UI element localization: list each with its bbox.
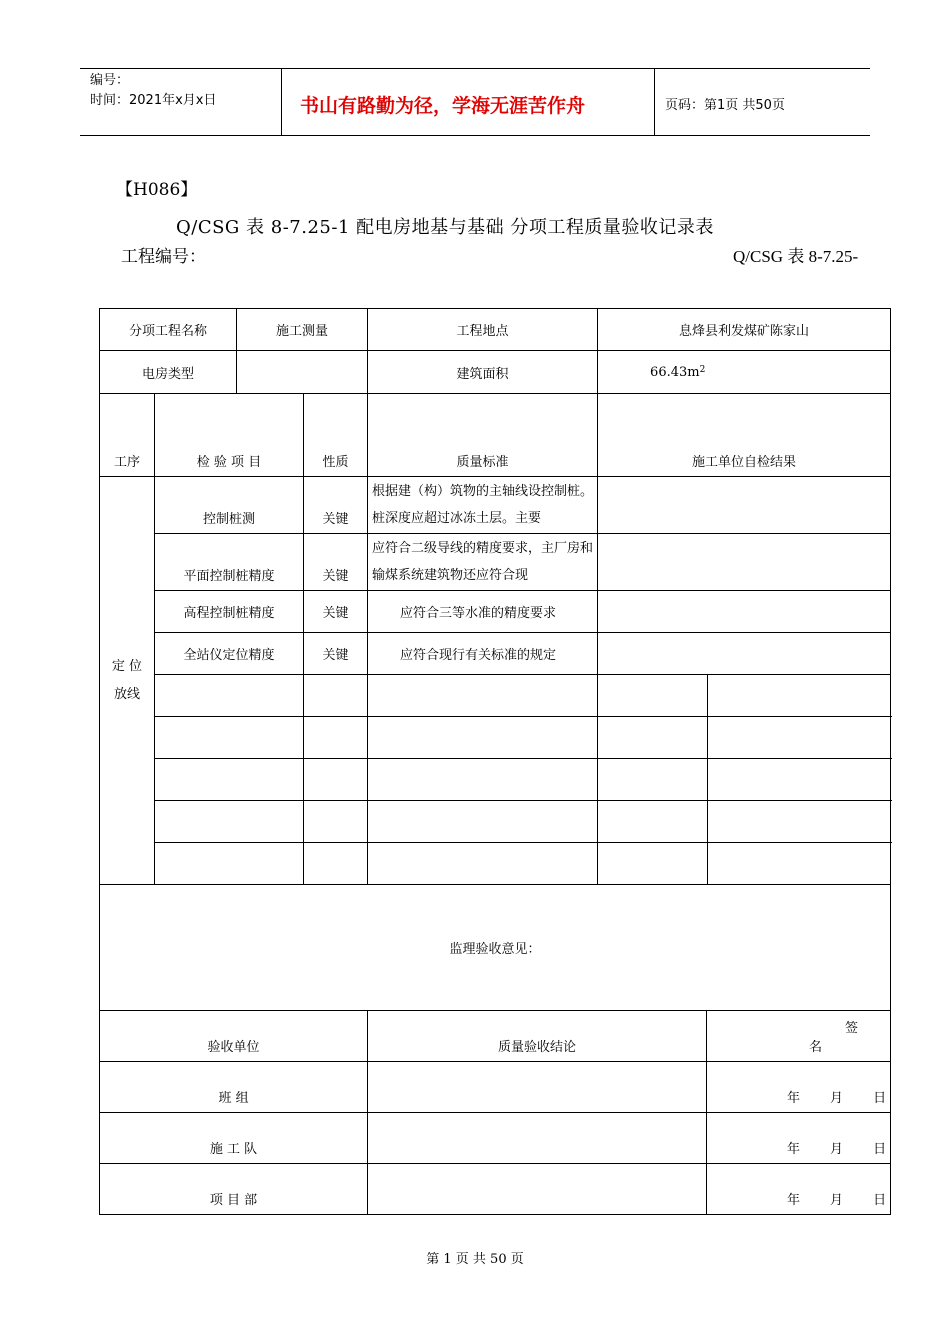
blank-cell[interactable]	[598, 843, 708, 885]
section-label-cell	[100, 477, 155, 885]
date-year: 年	[787, 1091, 801, 1106]
header-bottom-rule	[80, 135, 870, 136]
item-nature: 关键	[304, 591, 368, 633]
row-acceptance-header	[100, 1011, 891, 1062]
date-year: 年	[787, 1142, 801, 1157]
acceptance-unit: 班 组	[100, 1062, 368, 1113]
area-value: 66.43m	[650, 364, 700, 380]
item-standard: 应符合现行有关标准的规定	[368, 633, 598, 675]
blank-cell[interactable]	[304, 801, 368, 843]
acceptance-date[interactable]	[707, 1164, 891, 1215]
blank-cell[interactable]	[708, 675, 891, 717]
item-result[interactable]	[598, 477, 891, 534]
col-nature: 性质	[304, 394, 368, 477]
blank-cell[interactable]	[598, 759, 708, 801]
table-row	[100, 591, 891, 633]
header-page-info: 页码：第1页 共50页	[665, 98, 785, 113]
blank-cell[interactable]	[155, 801, 304, 843]
row-room-type	[100, 351, 891, 394]
blank-cell[interactable]	[708, 843, 891, 885]
blank-cell[interactable]	[368, 759, 598, 801]
blank-row	[100, 759, 891, 801]
table-row	[100, 534, 891, 591]
blank-cell[interactable]	[598, 717, 708, 759]
acceptance-conclusion-label: 质量验收结论	[368, 1011, 707, 1062]
blank-cell[interactable]	[155, 759, 304, 801]
header-top-rule	[80, 68, 870, 69]
acceptance-form	[99, 308, 891, 1215]
acceptance-unit-label: 验收单位	[100, 1011, 368, 1062]
project-name-label: 分项工程名称	[100, 309, 237, 351]
section-label-2: 放线	[113, 686, 140, 702]
row-project-name	[100, 309, 891, 351]
blank-cell[interactable]	[708, 801, 891, 843]
location-label: 工程地点	[368, 309, 598, 351]
date-day: 日	[873, 1142, 887, 1157]
item-name: 高程控制桩精度	[155, 591, 304, 633]
acceptance-unit: 施 工 队	[100, 1113, 368, 1164]
item-name: 控制桩测	[155, 477, 304, 534]
blank-row	[100, 801, 891, 843]
blank-cell[interactable]	[708, 759, 891, 801]
form-no: Q/CSG 表 8-7.25-	[733, 247, 859, 266]
blank-cell[interactable]	[598, 801, 708, 843]
blank-cell[interactable]	[304, 717, 368, 759]
time-label: 时间：2021年x月x日	[90, 93, 217, 108]
date-day: 日	[873, 1193, 887, 1208]
date-month: 月	[830, 1142, 844, 1157]
page-footer: 第 1 页 共 50 页	[426, 1252, 524, 1267]
item-nature: 关键	[304, 633, 368, 675]
blank-cell[interactable]	[368, 717, 598, 759]
blank-cell[interactable]	[304, 843, 368, 885]
item-result[interactable]	[598, 534, 891, 591]
date-month: 月	[830, 1193, 844, 1208]
table-row	[100, 477, 891, 534]
blank-cell[interactable]	[304, 759, 368, 801]
supervision-cell[interactable]	[100, 885, 891, 1011]
blank-cell[interactable]	[155, 675, 304, 717]
project-name-value: 施工测量	[237, 309, 368, 351]
header-divider-1	[281, 68, 282, 135]
sign-label-1: 签	[845, 1021, 859, 1036]
col-process: 工序	[100, 394, 155, 477]
item-name: 全站仪定位精度	[155, 633, 304, 675]
col-result: 施工单位自检结果	[598, 394, 891, 477]
table-row	[100, 633, 891, 675]
item-nature: 关键	[304, 534, 368, 591]
item-standard: 根据建（构）筑物的主轴线设控制桩。桩深度应超过冰冻土层。主要	[368, 477, 598, 534]
blank-cell[interactable]	[368, 801, 598, 843]
sign-label-2: 名	[809, 1040, 823, 1055]
col-item: 检 验 项 目	[155, 394, 304, 477]
acceptance-sign-label	[707, 1011, 891, 1062]
blank-cell[interactable]	[368, 675, 598, 717]
area-label: 建筑面积	[368, 351, 598, 394]
acceptance-unit: 项 目 部	[100, 1164, 368, 1215]
header-meta	[90, 71, 216, 111]
doc-code: 【H086】	[116, 180, 198, 200]
acceptance-row	[100, 1062, 891, 1113]
location-value: 息烽县利发煤矿陈家山	[598, 309, 891, 351]
date-day: 日	[873, 1091, 887, 1106]
item-standard: 应符合二级导线的精度要求，主厂房和输煤系统建筑物还应符合现	[368, 534, 598, 591]
area-value-cell	[598, 351, 891, 394]
acceptance-conclusion[interactable]	[368, 1062, 707, 1113]
room-type-value	[237, 351, 368, 394]
blank-cell[interactable]	[708, 717, 891, 759]
item-standard: 应符合三等水准的精度要求	[368, 591, 598, 633]
item-nature: 关键	[304, 477, 368, 534]
acceptance-row	[100, 1164, 891, 1215]
blank-cell[interactable]	[155, 717, 304, 759]
blank-cell[interactable]	[598, 675, 708, 717]
area-unit-sup: 2	[699, 364, 706, 375]
date-year: 年	[787, 1193, 801, 1208]
col-standard: 质量标准	[368, 394, 598, 477]
item-name: 平面控制桩精度	[155, 534, 304, 591]
section-label-1: 定 位	[111, 658, 143, 674]
blank-cell[interactable]	[368, 843, 598, 885]
code-label: 编号：	[90, 73, 130, 88]
item-result[interactable]	[598, 591, 891, 633]
row-column-header	[100, 394, 891, 477]
project-no-label: 工程编号：	[121, 247, 206, 267]
acceptance-conclusion[interactable]	[368, 1113, 707, 1164]
supervision-label: 监理验收意见：	[449, 942, 541, 957]
doc-title: Q/CSG 表 8-7.25-1 配电房地基与基础 分项工程质量验收记录表	[176, 217, 714, 238]
header-divider-2	[654, 68, 655, 135]
acceptance-conclusion[interactable]	[368, 1164, 707, 1215]
item-result[interactable]	[598, 633, 891, 675]
row-supervision	[100, 885, 891, 1011]
blank-row	[100, 675, 891, 717]
blank-cell[interactable]	[155, 843, 304, 885]
acceptance-row	[100, 1113, 891, 1164]
blank-cell[interactable]	[304, 675, 368, 717]
blank-row	[100, 843, 891, 885]
acceptance-date[interactable]	[707, 1062, 891, 1113]
header-motto: 书山有路勤为径，学海无涯苦作舟	[300, 95, 586, 117]
blank-row	[100, 717, 891, 759]
date-month: 月	[830, 1091, 844, 1106]
acceptance-date[interactable]	[707, 1113, 891, 1164]
room-type-label: 电房类型	[100, 351, 237, 394]
